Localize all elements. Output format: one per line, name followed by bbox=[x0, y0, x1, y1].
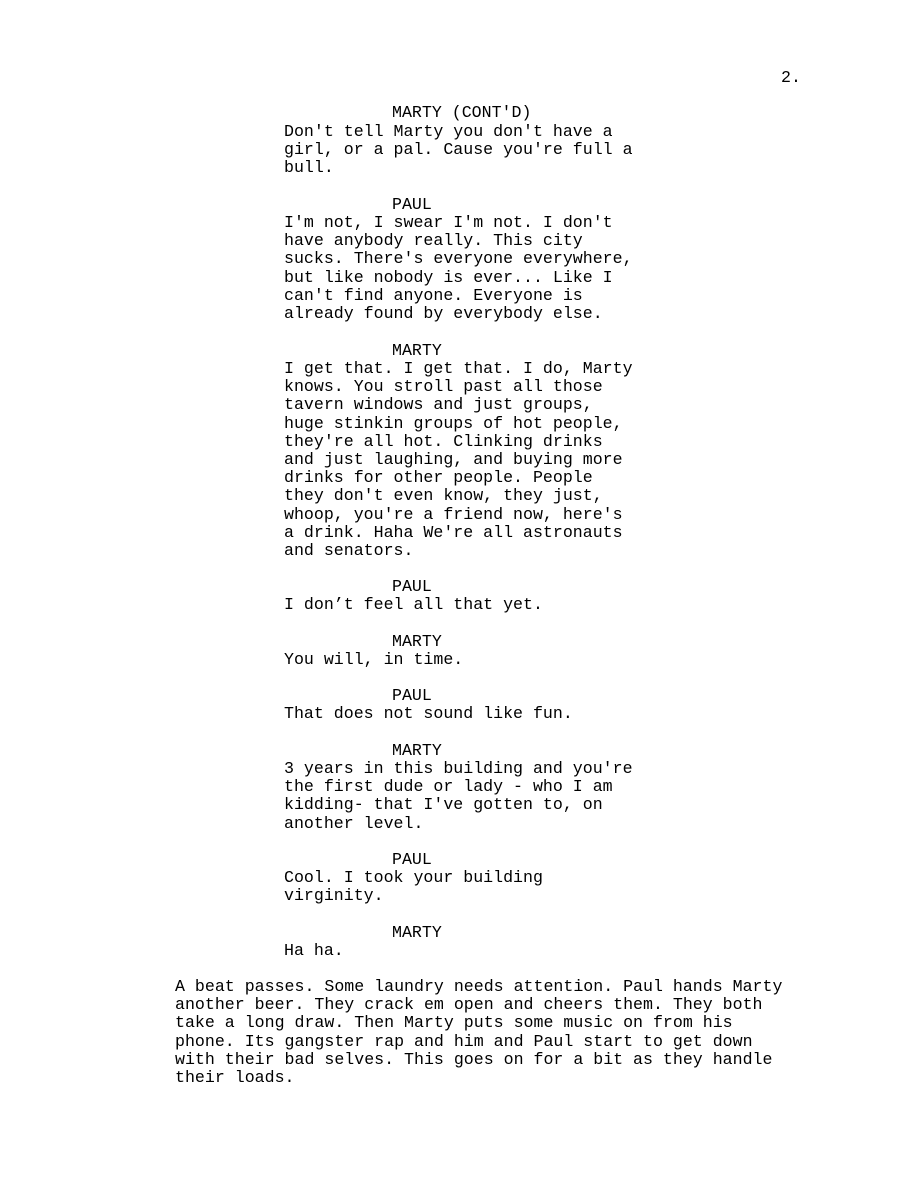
dialogue-marty-5: Ha ha. bbox=[284, 941, 344, 960]
dialogue-marty-4: 3 years in this building and you're the first dude or lady - who I am kidding- that I've gotten to, on another level. bbox=[284, 759, 633, 833]
dialogue-paul-2: I don’t feel all that yet. bbox=[284, 595, 543, 614]
character-cue-marty: MARTY bbox=[392, 341, 442, 360]
character-cue-paul: PAUL bbox=[392, 195, 432, 214]
page-number: 2. bbox=[781, 68, 801, 87]
character-cue-paul: PAUL bbox=[392, 686, 432, 705]
dialogue-marty-2: I get that. I get that. I do, Marty knows. You stroll past all those tavern windows and just groups, huge stinkin groups of hot people, they're all hot. Clinking drinks and just laughing, and buying more drinks for other people. People they don't even know, they just, whoop, you're a friend now, here's a drink. Haha We're all astronauts and senators. bbox=[284, 359, 633, 561]
character-cue-paul: PAUL bbox=[392, 850, 432, 869]
dialogue-paul-4: Cool. I took your building virginity. bbox=[284, 868, 543, 906]
dialogue-marty-3: You will, in time. bbox=[284, 650, 464, 669]
character-cue-marty: MARTY bbox=[392, 741, 442, 760]
dialogue-marty-1: Don't tell Marty you don't have a girl, or a pal. Cause you're full a bull. bbox=[284, 122, 633, 178]
character-cue-paul: PAUL bbox=[392, 577, 432, 596]
character-cue-marty-contd: MARTY (CONT'D) bbox=[392, 103, 532, 122]
dialogue-paul-3: That does not sound like fun. bbox=[284, 704, 573, 723]
action-paragraph: A beat passes. Some laundry needs attention. Paul hands Marty another beer. They crack em open and cheers them. They both take a long draw. Then Marty puts some music on from his phone. Its gangster rap and him and Paul start to get down with their bad selves. This goes on for a bit as they handle their loads. bbox=[175, 977, 783, 1088]
dialogue-paul-1: I'm not, I swear I'm not. I don't have anybody really. This city sucks. There's everyone everywhere, but like nobody is ever... Like I can't find anyone. Everyone is already found by everybody else. bbox=[284, 213, 633, 324]
character-cue-marty: MARTY bbox=[392, 923, 442, 942]
character-cue-marty: MARTY bbox=[392, 632, 442, 651]
